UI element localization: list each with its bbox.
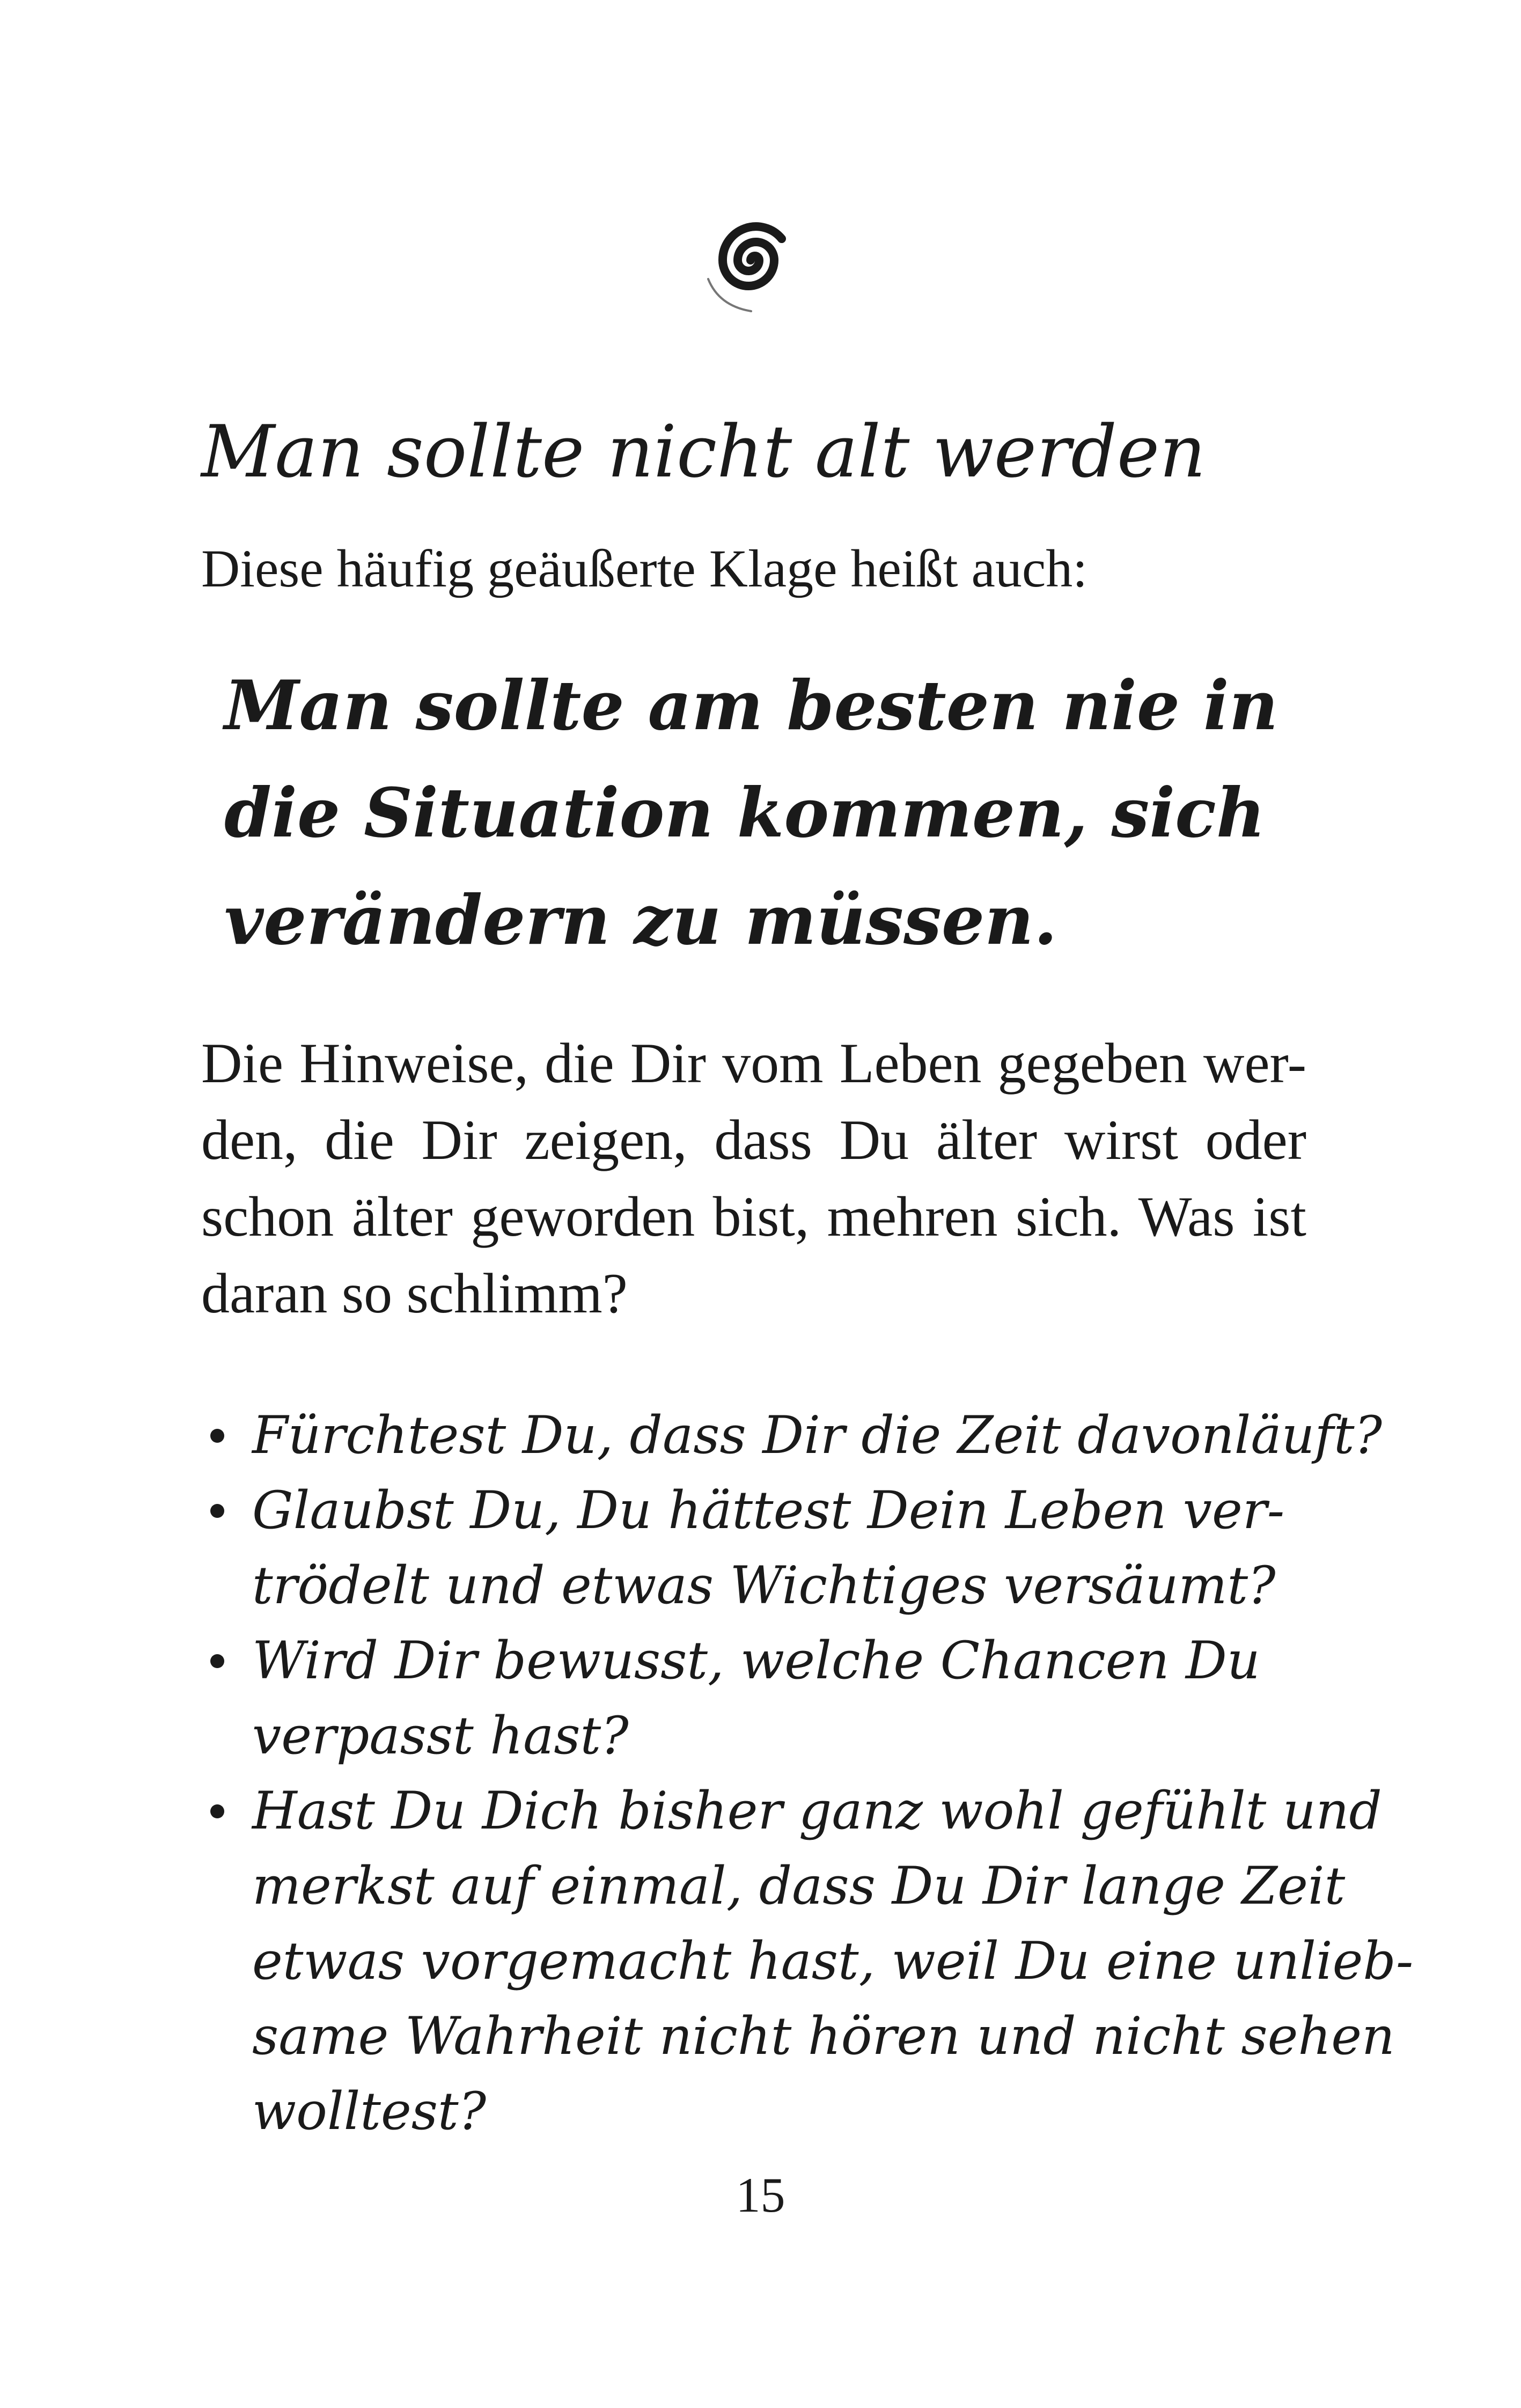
body-paragraph [201, 1025, 1306, 1332]
list-item-line: Wird Dir bewusst, welche Chancen Du [252, 1631, 1260, 1691]
paragraph-line: schon älter geworden bist, mehren sich. Was ist [201, 1185, 1306, 1248]
quote-line: Man sollte am besten nie in [224, 666, 1278, 745]
list-item [204, 1398, 1382, 1473]
list-item-line: verpasst hast? [252, 1706, 629, 1766]
list-item [204, 1773, 1414, 2149]
paragraph-line: Die Hinweise, die Dir vom Leben gegeben wer- [201, 1032, 1306, 1095]
subtitle: Diese häufig geäußerte Klage heißt auch: [201, 539, 1088, 598]
list-item-line: etwas vorgemacht hast, weil Du eine unlieb- [252, 1931, 1414, 1991]
list-item [204, 1623, 1357, 1773]
highlight-quote [224, 652, 1431, 974]
bullet-icon [210, 1504, 224, 1518]
list-item [204, 1473, 1357, 1623]
paragraph-line: den, die Dir zeigen, dass Du älter wirst oder [201, 1108, 1306, 1171]
paragraph-line: daran so schlimm? [201, 1262, 628, 1325]
quote-line: verändern zu müssen. [224, 880, 1057, 960]
list-item-line: Fürchtest Du, dass Dir die Zeit davonläuft? [252, 1405, 1382, 1465]
list-item-line: merkst auf einmal, dass Du Dir lange Zeit [252, 1856, 1346, 1916]
bullet-icon [210, 1654, 224, 1668]
quote-line: die Situation kommen, sich [224, 773, 1266, 853]
list-item-line: same Wahrheit nicht hören und nicht sehen [252, 2006, 1395, 2066]
list-item-line: wolltest? [252, 2081, 487, 2141]
page-number: 15 [736, 2168, 785, 2222]
question-list [204, 1398, 1414, 2149]
bullet-icon [210, 1804, 224, 1818]
spiral-icon [699, 204, 811, 317]
bullet-icon [210, 1429, 224, 1443]
chapter-title: Man sollte nicht alt werden [201, 410, 1206, 494]
list-item-line: Hast Du Dich bisher ganz wohl gefühlt und [252, 1781, 1382, 1841]
list-item-line: Glaubst Du, Du hättest Dein Leben ver- [252, 1480, 1285, 1540]
list-item-line: trödelt und etwas Wichtiges versäumt? [252, 1555, 1276, 1616]
